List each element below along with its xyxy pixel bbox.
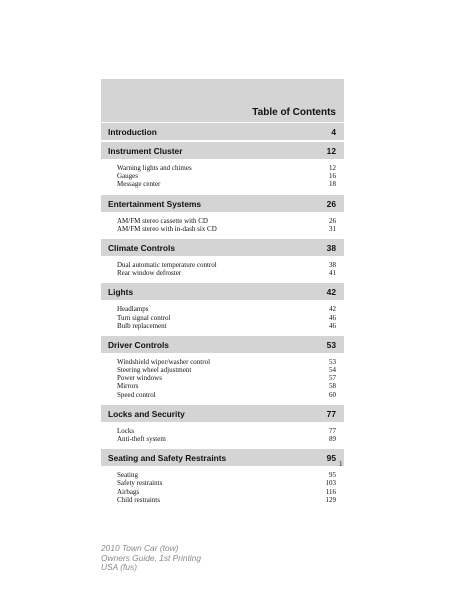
toc-entry[interactable] — [101, 172, 344, 180]
toc-entry[interactable] — [101, 322, 344, 330]
toc-subsection-list — [101, 256, 344, 281]
toc-section-page: 26 — [326, 198, 336, 209]
toc-entry-page: 54 — [329, 366, 336, 375]
toc-entry-title: Seating — [117, 471, 138, 480]
toc-entry-title: AM/FM stereo cassette with CD — [117, 216, 208, 225]
toc-entry-title: Power windows — [117, 374, 162, 383]
header-band — [101, 79, 344, 122]
toc-section-title: Lights — [108, 287, 134, 298]
toc-entry-title: Rear window defroster — [117, 269, 182, 278]
toc-entry[interactable] — [101, 305, 344, 313]
toc-entry-page: 58 — [329, 382, 336, 391]
toc-section-page: 77 — [326, 408, 336, 419]
toc-section-page: 4 — [331, 127, 336, 137]
toc-entry-page: 129 — [325, 495, 336, 504]
toc-entry[interactable] — [101, 261, 344, 269]
toc-entry[interactable] — [101, 358, 344, 366]
toc-entry-title: Safety restraints — [117, 479, 163, 488]
toc-section — [101, 142, 344, 193]
toc-entry-page: 46 — [329, 313, 336, 322]
toc-subsection-list — [101, 466, 344, 508]
footer-line-3: USA (fus) — [101, 562, 137, 572]
toc-entry-page: 18 — [329, 180, 336, 189]
toc-section — [101, 405, 344, 447]
toc-entry-page: 41 — [329, 269, 336, 278]
toc-entry-page: 57 — [329, 374, 336, 383]
toc-section-header[interactable] — [101, 449, 344, 466]
toc-entry[interactable] — [101, 435, 344, 443]
toc-section-header[interactable] — [101, 195, 344, 212]
toc-entry-title: Turn signal control — [117, 313, 171, 322]
toc-entry-title: AM/FM stereo with in-dash six CD — [117, 224, 217, 233]
toc-section-title: Introduction — [108, 127, 157, 137]
toc-section-title: Locks and Security — [108, 408, 185, 419]
toc-entry-page: 53 — [329, 357, 336, 366]
toc-section-page: 53 — [326, 339, 336, 350]
toc-entry-page: 31 — [329, 224, 336, 233]
toc-entry-title: Dual automatic temperature control — [117, 260, 217, 269]
toc-entry-page: 26 — [329, 216, 336, 225]
footer-line-1: 2010 Town Car (tow) — [101, 543, 179, 553]
toc-entry[interactable] — [101, 314, 344, 322]
toc-subsection-list — [101, 353, 344, 403]
toc-entry-title: Gauges — [117, 172, 138, 181]
toc-entry[interactable] — [101, 217, 344, 225]
toc-entry-page: 12 — [329, 164, 336, 172]
toc-section-title: Instrument Cluster — [108, 146, 183, 156]
toc-entry[interactable] — [101, 391, 344, 399]
toc-section-page: 95 — [326, 453, 336, 464]
toc-entry-title: Windshield wiper/washer control — [117, 357, 211, 366]
toc-entry-title: Airbags — [117, 487, 140, 496]
toc-entry-page: 103 — [325, 479, 336, 488]
toc-entry-title: Headlamps — [117, 305, 149, 314]
toc-subsection-list — [101, 300, 344, 334]
toc-subsection-list — [101, 159, 344, 193]
toc-entry[interactable] — [101, 479, 344, 487]
toc-entry-title: Message center — [117, 180, 161, 189]
toc-entry-title: Anti-theft system — [117, 435, 166, 443]
toc-section-header[interactable] — [101, 336, 344, 353]
table-of-contents — [101, 123, 344, 510]
toc-entry-page: 42 — [329, 305, 336, 314]
toc-entry[interactable] — [101, 269, 344, 277]
toc-entry[interactable] — [101, 164, 344, 172]
toc-section-page: 42 — [326, 287, 336, 298]
toc-section-header[interactable] — [101, 283, 344, 300]
toc-entry[interactable] — [101, 471, 344, 479]
toc-subsection-list — [101, 212, 344, 237]
toc-section — [101, 283, 344, 334]
toc-entry[interactable] — [101, 366, 344, 374]
toc-section-page: 12 — [326, 146, 336, 156]
toc-entry-page: 60 — [329, 390, 336, 399]
toc-entry-page: 89 — [329, 435, 336, 443]
toc-entry-title: Locks — [117, 426, 135, 435]
toc-entry[interactable] — [101, 496, 344, 504]
toc-entry-title: Steering wheel adjustment — [117, 366, 192, 375]
toc-entry-page: 77 — [329, 426, 336, 435]
toc-section-title: Entertainment Systems — [108, 198, 202, 209]
toc-entry-page: 46 — [329, 321, 336, 330]
toc-entry[interactable] — [101, 374, 344, 382]
toc-entry[interactable] — [101, 427, 344, 435]
page-title: Table of Contents — [252, 107, 336, 118]
toc-entry-title: Bulb replacement — [117, 321, 167, 330]
toc-section-header[interactable] — [101, 123, 344, 140]
toc-entry[interactable] — [101, 382, 344, 390]
toc-entry-title: Mirrors — [117, 382, 139, 391]
toc-section-header[interactable] — [101, 239, 344, 256]
toc-section-title: Driver Controls — [108, 339, 169, 350]
toc-entry-page: 116 — [325, 487, 336, 496]
toc-section-title: Climate Controls — [108, 242, 176, 253]
toc-section — [101, 449, 344, 508]
toc-section-page: 38 — [326, 242, 336, 253]
toc-entry-page: 95 — [329, 471, 336, 480]
toc-section — [101, 123, 344, 140]
toc-section-header[interactable] — [101, 405, 344, 422]
toc-subsection-list — [101, 422, 344, 447]
toc-entry[interactable] — [101, 225, 344, 233]
toc-section — [101, 195, 344, 237]
toc-section-header[interactable] — [101, 142, 344, 159]
footer — [101, 544, 201, 573]
toc-entry-title: Speed control — [117, 390, 156, 399]
toc-section-title: Seating and Safety Restraints — [108, 453, 227, 464]
toc-entry[interactable] — [101, 180, 344, 188]
toc-entry-page: 16 — [329, 172, 336, 181]
toc-entry-title: Child restraints — [117, 495, 160, 504]
toc-entry-page: 38 — [329, 260, 336, 269]
page-number: 1 — [339, 460, 343, 468]
footer-line-2: Owners Guide, 1st Printing — [101, 552, 202, 563]
toc-entry-title: Warning lights and chimes — [117, 164, 192, 172]
toc-section — [101, 239, 344, 281]
toc-entry[interactable] — [101, 488, 344, 496]
toc-section — [101, 336, 344, 403]
